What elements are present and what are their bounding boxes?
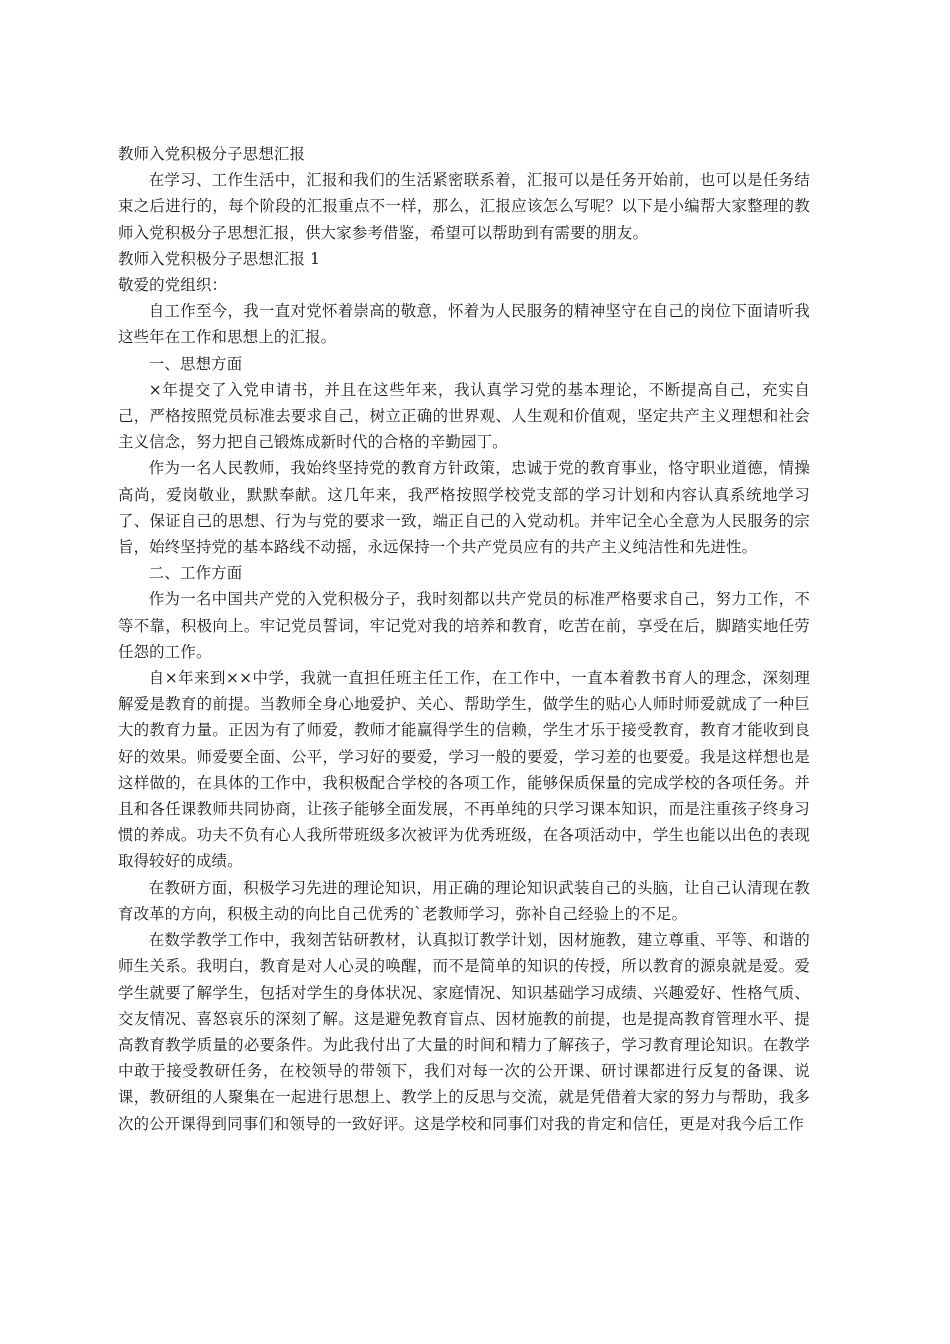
work-paragraph-2: 自×年来到××中学，我就一直担任班主任工作，在工作中，一直本着教书育人的理念，深刻理解爱是教育的前提。当教师全身心地爱护、关心、帮助学生，做学生的贴心人师时师爱就成了一种巨大的教育力量。正因为有了师爱，教师才能赢得学生的信赖，学生才乐于接受教育，教育才能收到良好的效果。师爱要全面、公平，学习好的要爱，学习一般的要爱，学习差的也要爱。我是这样想也是这样做的，在具体的工作中，我积极配合学校的各项工作，能够保质保量的完成学校的各项任务。并且和各任课教师共同协商，让孩子能够全面发展，不再单纯的只学习课本知识，而是注重孩子终身习惯的养成。功夫不负有心人我所带班级多次被评为优秀班级，在各项活动中，学生也能以出色的表现取得较好的成绩。 (118, 669, 810, 871)
intro-paragraph: 在学习、工作生活中，汇报和我们的生活紧密联系着，汇报可以是任务开始前，也可以是任务结束之后进行的，每个阶段的汇报重点不一样，那么，汇报应该怎么写呢？以下是小编帮大家整理的教师入党积极分子思想汇报，供大家参考借鉴，希望可以帮助到有需要的朋友。 (118, 171, 810, 242)
thought-paragraph-1: ×年提交了入党申请书，并且在这些年来，我认真学习党的基本理论，不断提高自己，充实自己，严格按照党员标准去要求自己，树立正确的世界观、人生观和价值观，坚定共产主义理想和社会主义信念，努力把自己锻炼成新时代的合格的辛勤园丁。 (118, 380, 810, 452)
salutation: 敬爱的党组织： (118, 276, 228, 295)
opening-paragraph: 自工作至今，我一直对党怀着崇高的敬意，怀着为人民服务的精神坚守在自己的岗位下面请听我这些年在工作和思想上的汇报。 (118, 302, 810, 347)
section-heading-thought: 一、思想方面 (148, 354, 243, 373)
thought-paragraph-2: 作为一名人民教师，我始终坚持党的教育方针政策，忠诚于党的教育事业，恪守职业道德，情操高尚，爱岗敬业，默默奉献。这几年来，我严格按照学校党支部的学习计划和内容认真系统地学习了、保证自己的思想、行为与党的要求一致，端正自己的入党动机。并牢记全心全意为人民服务的宗旨，始终坚持党的基本路线不动摇，永远保持一个共产党员应有的共产主义纯洁性和先进性。 (118, 459, 810, 557)
work-paragraph-1: 作为一名中国共产党的入党积极分子，我时刻都以共产党员的标准严格要求自己，努力工作，不等不靠，积极向上。牢记党员誓词，牢记党对我的培养和教育，吃苦在前，享受在后，脚踏实地任劳任怨的工作。 (118, 590, 810, 661)
section-heading-work: 二、工作方面 (148, 564, 243, 583)
work-paragraph-4: 在数学教学工作中，我刻苦钻研教材，认真拟订教学计划，因材施教，建立尊重、平等、和谐的师生关系。我明白，教育是对人心灵的唤醒，而不是简单的知识的传授，所以教育的源泉就是爱。爱学生就要了解学生，包括对学生的身体状况、家庭情况、知识基础学习成绩、兴趣爱好、性格气质、交友情况、喜怒哀乐的深刻了解。这是避免教育盲点、因材施教的前提，也是提高教育管理水平、提高教育教学质量的必要条件。为此我付出了大量的时间和精力了解孩子，学习教育理论知识。在教学中敢于接受教研任务，在校领导的带领下，我们对每一次的公开课、研讨课都进行反复的备课、说课，教研组的人聚集在一起进行思想上、教学上的反思与交流，就是凭借着大家的努力与帮助，我多次的公开课得到同事们和领导的一致好评。这是学校和同事们对我的肯定和信任，更是对我今后工作 (118, 931, 810, 1133)
document-title: 教师入党积极分子思想汇报 (118, 145, 306, 163)
work-paragraph-3: 在教研方面，积极学习先进的理论知识，用正确的理论知识武装自己的头脑，让自己认清现在教育改革的方向，积极主动的向比自己优秀的`老教师学习，弥补自己经验上的不足。 (118, 878, 810, 923)
document-page (118, 141, 810, 1137)
report-title: 教师入党积极分子思想汇报 1 (118, 249, 321, 268)
